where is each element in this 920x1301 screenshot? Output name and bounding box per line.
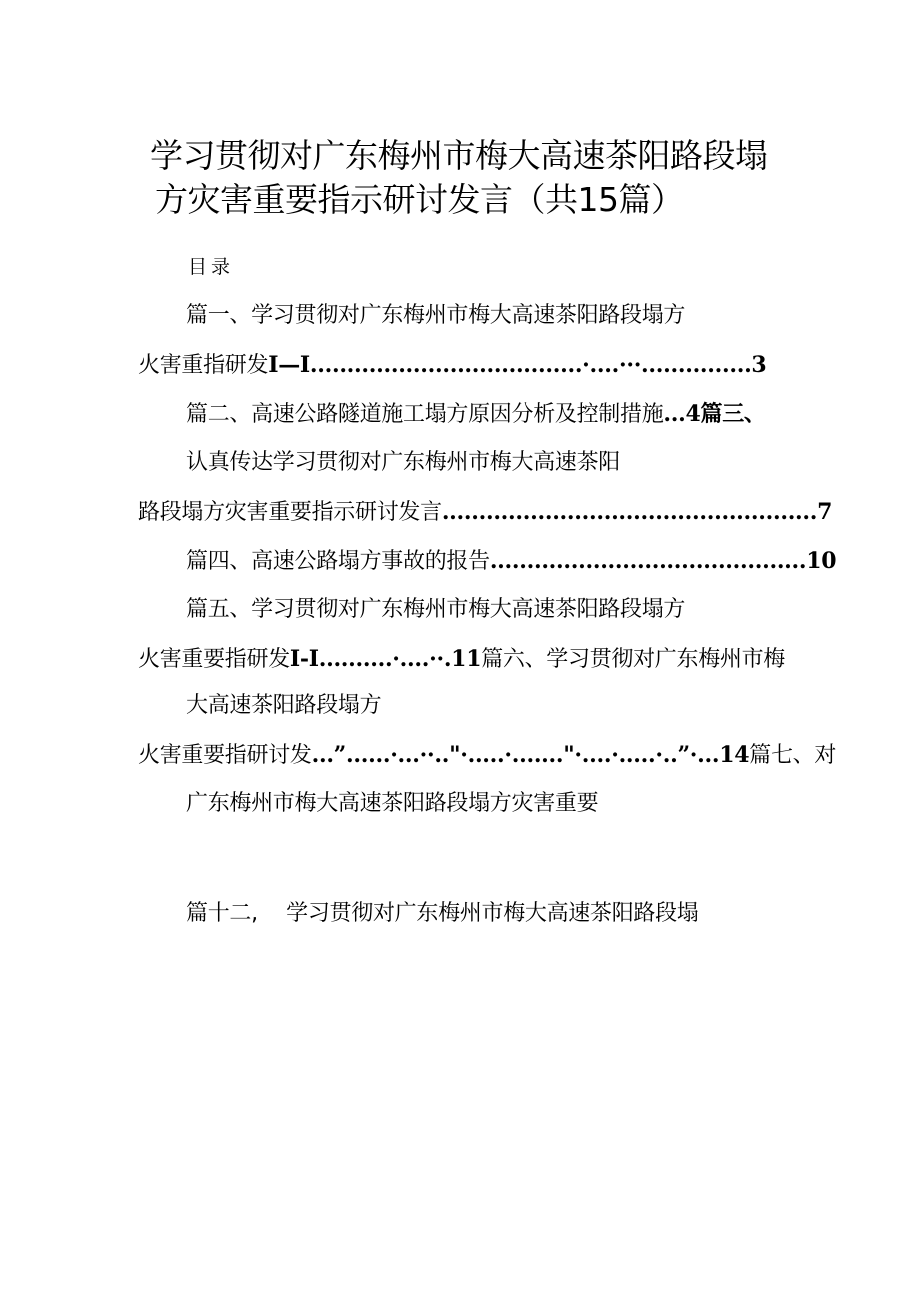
toc-line-text: 火害重要指研讨发 <box>138 743 312 768</box>
toc-line-leader: ...........................................10 <box>489 548 837 574</box>
toc-line-leader: ...”......·...··.."·.....·......."·....·.....·..”·...14 <box>311 742 750 768</box>
toc-line-leader: I—I.....................................·....···...............3 <box>268 352 767 378</box>
toc-line <box>186 595 685 625</box>
toc-heading: 目录 <box>188 256 235 278</box>
toc-line-text: 篇十二, 学习贯彻对广东梅州市梅大高速茶阳路段塌 <box>186 901 699 926</box>
toc-line <box>138 350 766 381</box>
toc-line-text: 篇四、高速公路塌方事故的报告 <box>186 549 490 574</box>
toc-line-text: 火害重指研发 <box>138 353 269 378</box>
toc-line-leader: I-I..........·....··.11 <box>289 646 482 672</box>
toc-line-text: 大高速茶阳路段塌方 <box>186 693 382 718</box>
toc-line <box>186 546 836 577</box>
toc-line <box>186 301 685 331</box>
toc-line <box>138 740 836 771</box>
toc-line-text: 火害重要指研发 <box>138 647 290 672</box>
toc-line-text: 篇七、对 <box>749 743 837 768</box>
toc-line <box>186 789 598 819</box>
toc-line <box>186 691 381 721</box>
toc-line-text: 篇五、学习贯彻对广东梅州市梅大高速茶阳路段塌方 <box>186 597 686 622</box>
document-title-line-1: 学习贯彻对广东梅州市梅大高速茶阳路段塌 <box>150 136 768 175</box>
toc-line-text: 认真传达学习贯彻对广东梅州市梅大高速茶阳 <box>186 450 621 475</box>
document-title-line-2: 方灾害重要指示研讨发言（共15篇） <box>155 180 684 219</box>
toc-line-text: 篇二、高速公路隧道施工塌方原因分析及控制措施 <box>186 402 664 427</box>
toc-line <box>186 399 766 430</box>
toc-line <box>138 644 785 675</box>
toc-line-text: 路段塌方灾害重要指示研讨发言 <box>138 500 442 525</box>
toc-line-text: 篇六、学习贯彻对广东梅州市梅 <box>481 647 786 672</box>
toc-line-leader: ...................................................7 <box>441 499 833 525</box>
toc-line-leader: ...4篇三、 <box>663 401 766 427</box>
toc-line <box>138 497 832 528</box>
toc-line <box>186 448 620 478</box>
toc-line-text: 广东梅州市梅大高速茶阳路段塌方灾害重要 <box>186 791 599 816</box>
toc-line-text: 篇一、学习贯彻对广东梅州市梅大高速茶阳路段塌方 <box>186 303 686 328</box>
toc-line <box>186 899 699 929</box>
